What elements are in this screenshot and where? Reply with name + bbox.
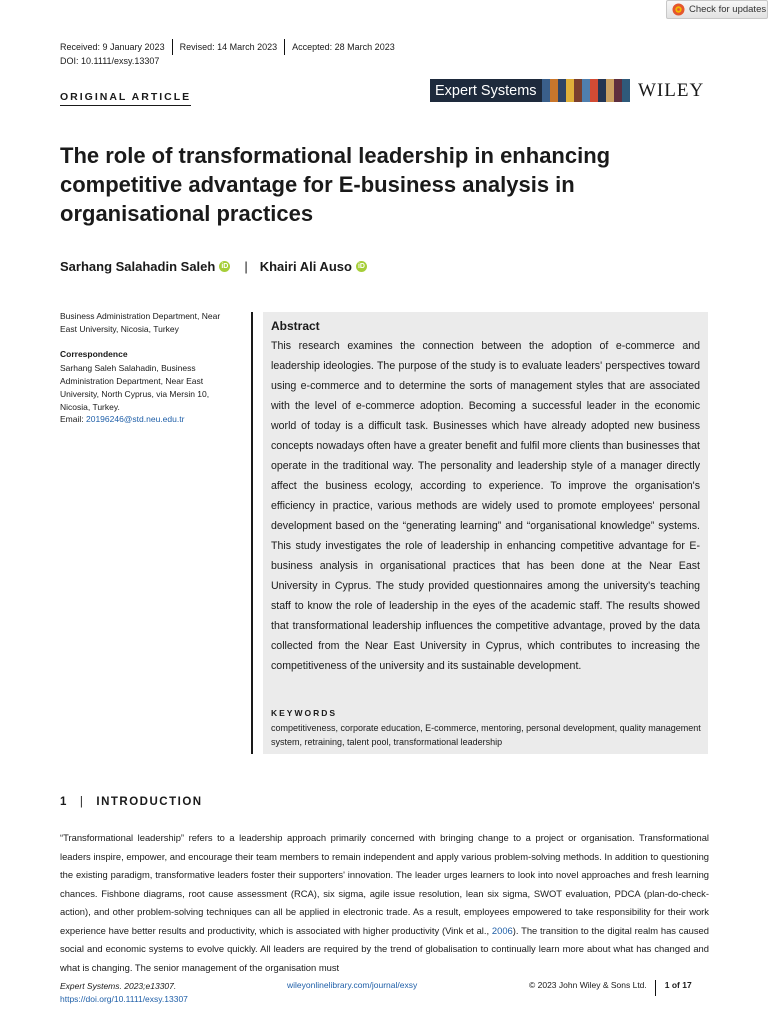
intro-text: “Transformational leadership” refers to a leadership approach primarily concerned with bringing change to a project or organisation. Transformational leaders inspire, empower, and encourage their team members to remain independent and apply various problem-solving methods. In addition to questioning the existing paradigm, transformative leaders foster their supporters' innovation. The leader urges learners to look into novel approaches and fresh learning chances. Fishbone diagrams, root cause assessment (RCA), six sigma, agile issue resolution, lean six sigma, SWOT evaluation, PDCA (plan-do-check-action), and other problem-solving techniques can all be applied in electronic trade. As a result, employees empowered to take responsibility for their work experience have better results and productivity, which is associated with higher productivity (Vink et al.,	[60, 832, 709, 936]
email-link[interactable]: 20196246@std.neu.edu.tr	[85, 414, 185, 424]
footer-right	[529, 980, 692, 996]
column-divider	[251, 312, 253, 754]
orcid-icon[interactable]: iD	[357, 263, 365, 270]
publisher-logo: WILEY	[638, 80, 705, 101]
footer-citation	[60, 980, 188, 1006]
keywords-heading: KEYWORDS	[271, 708, 338, 718]
page-number: 1 of 17	[664, 980, 692, 990]
correspondence-address: Sarhang Saleh Salahadin, Business Administration Department, Near East University, North Cyprus, via Mersin 10, Nicosia, Turkey.	[60, 363, 210, 412]
divider	[172, 39, 173, 55]
journal-mosaic-image	[542, 79, 630, 102]
journal-reference: Expert Systems. 2023;e13307.	[60, 981, 177, 991]
section-bar: |	[79, 796, 85, 808]
affiliation: Business Administration Department, Near East University, Nicosia, Turkey	[60, 311, 221, 334]
check-for-updates-button[interactable]	[666, 0, 768, 19]
accepted-date: Accepted: 28 March 2023	[292, 42, 395, 52]
author-list	[60, 259, 367, 274]
doi: DOI: 10.1111/exsy.13307	[60, 56, 160, 66]
intro-text-continued: ). The transition to the digital realm has caused social and economic systems to evolve quickly. All leaders are required by the trend of globalisation to continually learn more about what has changed and what is changing. The senior management of the organisation must	[60, 924, 709, 973]
orcid-icon[interactable]: iD	[221, 263, 229, 270]
author-name[interactable]: Sarhang Salahadin Saleh	[60, 259, 216, 274]
author-separator: |	[244, 259, 248, 274]
divider	[655, 980, 656, 996]
abstract-text: This research examines the connection between the adoption of e-commerce and leadership ideologies. The purpose of the study is to evaluate leaders' perspectives toward using e-commerce and to determine the sorts of management styles that are associated with the level of e-commerce adoption. Becoming a successful leader in the economic world of today is a difficult task. Businesses which have already adopted new business concepts nowadays often have a greater benefit and fulfil more clients than businesses that operate in the traditional way. The personality and leadership style of a manager directly affect the business ecology, according to experience. To improve the organisation's efficiency in practice, various methods are widely used to promote employees' personal development based on the “generating learning” and “organisational knowledge” systems. This study investigates the role of leadership in enhancing competitive advantage for E-business analysis in organisational practices that has been done at the Near East University in Cyprus. The study provided questionnaires among the university's teaching staff to know the role of leadership in the eyes of the academic staff. The results showed that transformational leadership influences the competitive advantage, proved by the data collected from the Near East University in Cyprus, which contributes to increasing the competitiveness of the university and its sustainable development.	[271, 340, 700, 672]
abstract-heading: Abstract	[271, 319, 320, 333]
received-date: Received: 9 January 2023	[60, 42, 165, 52]
correspondence-email	[60, 414, 184, 424]
section-heading	[60, 796, 203, 808]
email-label: Email:	[60, 414, 86, 424]
copyright: © 2023 John Wiley & Sons Ltd.	[529, 980, 647, 990]
article-title: The role of transformational leadership in enhancing competitive advantage for E-business analysis in organisational practices	[60, 143, 611, 226]
introduction-paragraph	[60, 829, 709, 977]
journal-banner	[430, 79, 630, 102]
update-badge-icon	[672, 3, 685, 16]
author-name[interactable]: Khairi Ali Auso	[259, 259, 352, 274]
citation-link[interactable]: 2006	[491, 924, 513, 936]
correspondence-heading: Correspondence	[60, 349, 128, 359]
divider	[284, 39, 285, 55]
section-title: INTRODUCTION	[96, 796, 203, 808]
check-for-updates-label: Check for updates	[689, 4, 767, 15]
history-dates	[60, 39, 395, 55]
footer-site	[287, 980, 417, 990]
doi-link[interactable]: https://doi.org/10.1111/exsy.13307	[60, 994, 188, 1004]
revised-date: Revised: 14 March 2023	[179, 42, 278, 52]
keywords-list: competitiveness, corporate education, E-commerce, mentoring, personal development, quality management system, retraining, talent pool, transformational leadership	[271, 723, 701, 747]
journal-name: Expert Systems	[435, 82, 537, 99]
article-type: ORIGINAL ARTICLE	[60, 91, 191, 106]
journal-site-link[interactable]: wileyonlinelibrary.com/journal/exsy	[287, 980, 418, 990]
section-number: 1	[60, 796, 68, 808]
